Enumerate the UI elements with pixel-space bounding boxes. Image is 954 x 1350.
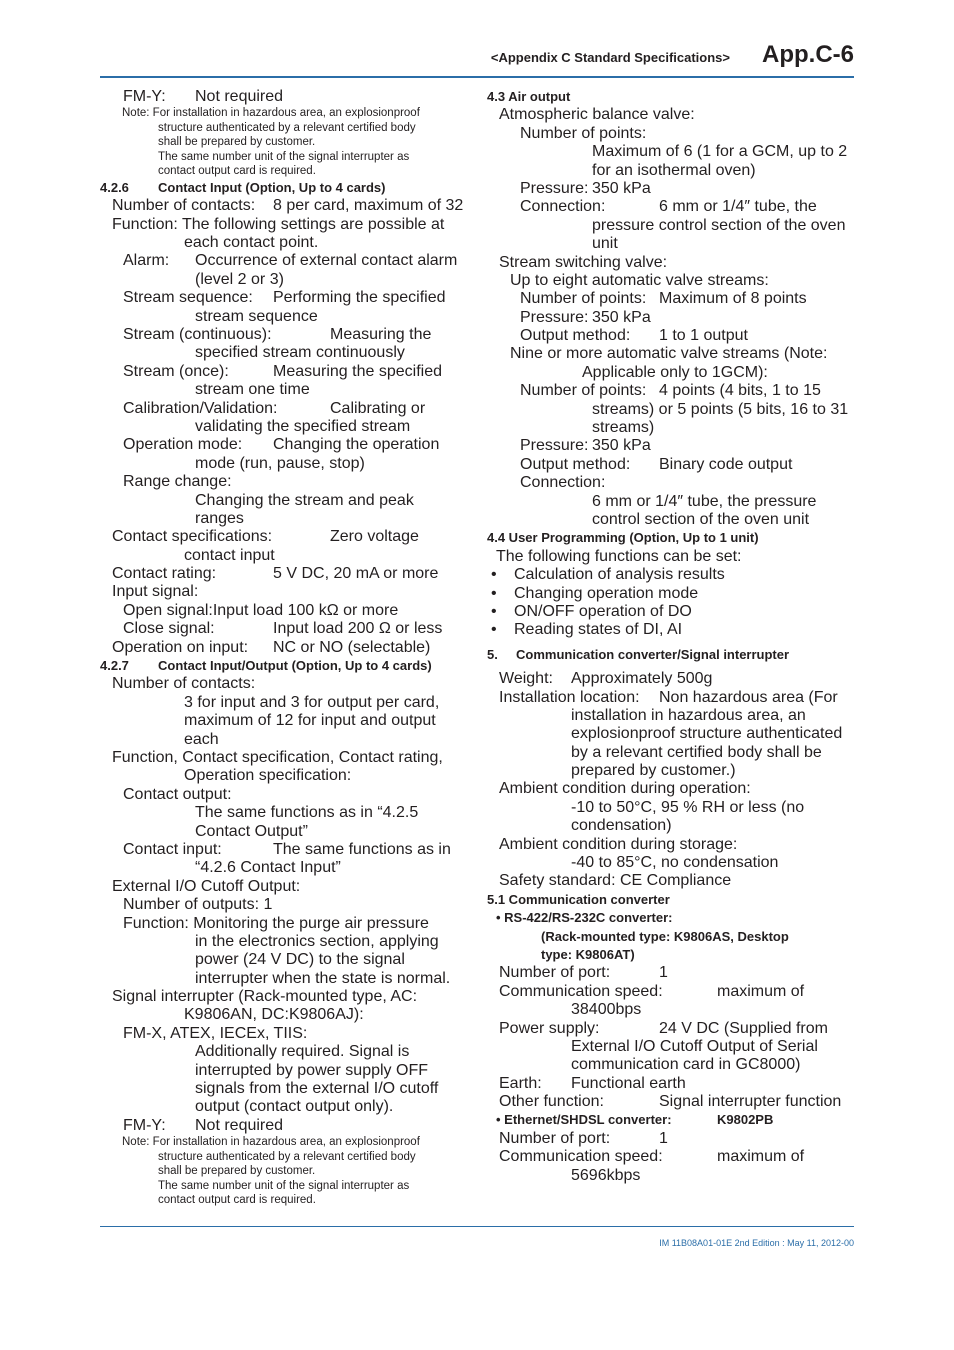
text-line bbox=[487, 585, 857, 603]
line-text: The same number unit of the signal interrupter as bbox=[158, 1179, 410, 1192]
note-line bbox=[100, 1179, 472, 1194]
line-text: shall be prepared by customer. bbox=[158, 136, 316, 149]
text-line bbox=[487, 1038, 857, 1056]
line-text: FM-Y: bbox=[123, 88, 166, 105]
line-value: Binary code output bbox=[659, 455, 793, 473]
line-text: Number of points: bbox=[520, 290, 647, 308]
line-text: 6 mm or 1/4″ tube, the pressure bbox=[592, 492, 817, 510]
text-line bbox=[100, 970, 472, 988]
line-text: “4.2.6 Contact Input” bbox=[195, 859, 341, 877]
text-line bbox=[100, 675, 472, 693]
note-line bbox=[100, 150, 472, 165]
text-line bbox=[100, 565, 472, 583]
text-line bbox=[487, 437, 857, 455]
line-value: K9802PB bbox=[717, 1112, 774, 1128]
text-line bbox=[487, 364, 857, 382]
line-text: External I/O Cutoff Output of Serial bbox=[571, 1037, 818, 1055]
text-line bbox=[487, 670, 857, 688]
line-text: Output method: bbox=[520, 455, 631, 473]
line-value: Not required bbox=[195, 1116, 284, 1134]
line-value: Reading states of DI, AI bbox=[514, 621, 683, 639]
line-text: Power supply: bbox=[499, 1019, 600, 1037]
line-text: maximum of 12 for input and output bbox=[184, 712, 436, 730]
text-line bbox=[487, 401, 857, 419]
text-line bbox=[487, 548, 857, 566]
note-line bbox=[100, 164, 472, 179]
line-text: Pressure: bbox=[520, 437, 589, 455]
text-line bbox=[100, 88, 472, 106]
text-line bbox=[487, 474, 857, 492]
line-text: The following functions can be set: bbox=[496, 547, 742, 565]
line-text: output (contact output only). bbox=[195, 1098, 394, 1116]
line-text: (level 2 or 3) bbox=[195, 270, 284, 288]
section-heading bbox=[100, 179, 472, 197]
text-line bbox=[100, 878, 472, 896]
line-text: Alarm: bbox=[123, 252, 170, 270]
line-text: 5. bbox=[487, 646, 498, 662]
text-line bbox=[487, 1167, 857, 1185]
line-text: control section of the oven unit bbox=[592, 510, 810, 528]
text-line bbox=[100, 197, 472, 215]
line-value: Input load 200 Ω or less bbox=[273, 620, 443, 638]
line-text: Function: The following settings are possible at bbox=[112, 215, 445, 233]
line-text: Number of points: bbox=[520, 124, 647, 142]
text-line bbox=[487, 909, 857, 927]
line-text: 4.3 Air output bbox=[487, 89, 571, 104]
text-line bbox=[100, 620, 472, 638]
page-footer bbox=[100, 1226, 854, 1248]
line-text: Note: For installation in hazardous area, an explosionproof bbox=[122, 107, 420, 120]
line-text: Pressure: bbox=[520, 308, 589, 326]
text-line bbox=[487, 1056, 857, 1074]
text-line bbox=[100, 951, 472, 969]
text-line bbox=[100, 988, 472, 1006]
line-text: pressure control section of the oven bbox=[592, 216, 846, 234]
note-line bbox=[100, 106, 472, 121]
line-text: explosionproof structure authenticated bbox=[571, 725, 843, 743]
note-line bbox=[100, 121, 472, 136]
text-line bbox=[100, 1117, 472, 1135]
line-text: shall be prepared by customer. bbox=[158, 1165, 316, 1178]
line-text: Number of port: bbox=[499, 1129, 611, 1147]
line-text: External I/O Cutoff Output: bbox=[112, 877, 301, 895]
note-line bbox=[100, 1164, 472, 1179]
text-line bbox=[487, 603, 857, 621]
line-text: communication card in GC8000) bbox=[571, 1056, 801, 1074]
section-heading bbox=[487, 88, 857, 106]
text-line bbox=[487, 762, 857, 780]
text-line bbox=[487, 235, 857, 253]
text-line bbox=[487, 689, 857, 707]
text-line bbox=[487, 345, 857, 363]
text-line bbox=[100, 1098, 472, 1116]
text-line bbox=[100, 528, 472, 546]
text-line bbox=[100, 418, 472, 436]
left-column bbox=[100, 88, 472, 1208]
line-text: Stream sequence: bbox=[123, 289, 253, 307]
text-line bbox=[100, 1006, 472, 1024]
line-text: each bbox=[184, 730, 219, 748]
line-text: Maximum of 6 (1 for a GCM, up to 2 bbox=[592, 143, 848, 161]
text-line bbox=[100, 492, 472, 510]
line-value: Approximately 500g bbox=[571, 670, 713, 688]
line-value: 4 points (4 bits, 1 to 15 bbox=[659, 382, 821, 400]
line-text: 38400bps bbox=[571, 1001, 642, 1019]
line-text: Connection: bbox=[520, 198, 606, 216]
text-line bbox=[100, 933, 472, 951]
line-text: Operation specification: bbox=[184, 767, 352, 785]
section-title: <Appendix C Standard Specifications> bbox=[490, 50, 730, 65]
text-line bbox=[487, 983, 857, 1001]
line-value: Not required bbox=[195, 88, 284, 105]
line-value: Contact Input (Option, Up to 4 cards) bbox=[158, 179, 386, 195]
line-text: Note: For installation in hazardous area, an explosionproof bbox=[122, 1136, 420, 1149]
line-text: Additionally required. Signal is bbox=[195, 1043, 410, 1061]
line-text: Close signal: bbox=[123, 620, 215, 638]
line-value: 350 kPa bbox=[592, 179, 651, 197]
text-line bbox=[487, 854, 857, 872]
line-text: • RS-422/RS-232C converter: bbox=[496, 910, 673, 926]
text-line bbox=[487, 566, 857, 584]
text-line bbox=[100, 1062, 472, 1080]
line-text: Number of contacts: bbox=[112, 197, 256, 215]
text-line bbox=[487, 382, 857, 400]
line-text: Open signal:Input load 100 kΩ or more bbox=[123, 601, 399, 619]
text-line bbox=[487, 162, 857, 180]
line-value: NC or NO (selectable) bbox=[273, 638, 431, 656]
text-line bbox=[487, 419, 857, 437]
line-text: Stream (once): bbox=[123, 362, 229, 380]
line-text: interrupted by power supply OFF bbox=[195, 1061, 428, 1079]
section-heading bbox=[100, 657, 472, 675]
line-text: Safety standard: CE Compliance bbox=[499, 872, 732, 890]
line-text: validating the specified stream bbox=[195, 417, 411, 435]
text-line bbox=[100, 400, 472, 418]
line-text: Number of port: bbox=[499, 964, 611, 982]
text-line bbox=[487, 1130, 857, 1148]
text-line bbox=[487, 106, 857, 124]
section-heading bbox=[487, 646, 857, 664]
line-text: Applicable only to 1GCM): bbox=[582, 363, 768, 381]
text-line bbox=[100, 547, 472, 565]
line-value: Occurrence of external contact alarm bbox=[195, 252, 458, 270]
line-value: Changing operation mode bbox=[514, 584, 699, 602]
text-line bbox=[100, 859, 472, 877]
text-line bbox=[100, 234, 472, 252]
text-line bbox=[100, 252, 472, 270]
line-text: 5.1 Communication converter bbox=[487, 891, 670, 907]
line-text: stream one time bbox=[195, 381, 310, 399]
text-line bbox=[487, 799, 857, 817]
note-line bbox=[100, 1193, 472, 1208]
line-text: Function: Monitoring the purge air pressure bbox=[123, 914, 429, 932]
line-text: structure authenticated by a relevant certified body bbox=[158, 1150, 416, 1163]
text-line bbox=[100, 510, 472, 528]
text-line bbox=[100, 308, 472, 326]
line-text: each contact point. bbox=[184, 234, 319, 252]
line-value: Functional earth bbox=[571, 1074, 686, 1092]
line-text: specified stream continuously bbox=[195, 344, 405, 362]
line-text: Contact output: bbox=[123, 785, 232, 803]
line-text: Input signal: bbox=[112, 583, 199, 601]
line-value: Calculation of analysis results bbox=[514, 566, 725, 584]
text-line bbox=[487, 198, 857, 216]
text-line bbox=[100, 381, 472, 399]
line-text: by a relevant certified body shall be bbox=[571, 743, 822, 761]
line-text: Contact rating: bbox=[112, 565, 217, 583]
line-text: • Ethernet/SHDSL converter: bbox=[496, 1112, 672, 1128]
line-value: 1 bbox=[659, 964, 668, 982]
line-text: Ambient condition during storage: bbox=[499, 835, 738, 853]
text-line bbox=[100, 823, 472, 841]
line-text: Atmospheric balance valve: bbox=[499, 106, 695, 124]
text-line bbox=[100, 767, 472, 785]
line-text: The same functions as in “4.2.5 bbox=[195, 804, 419, 822]
text-line bbox=[487, 143, 857, 161]
text-line bbox=[100, 455, 472, 473]
text-line bbox=[100, 344, 472, 362]
line-text: Installation location: bbox=[499, 688, 640, 706]
line-text: Stream switching valve: bbox=[499, 253, 668, 271]
text-line bbox=[487, 1093, 857, 1111]
right-column bbox=[487, 88, 857, 1185]
line-text: contact input bbox=[184, 546, 275, 564]
line-text: K9806AN, DC:K9806AJ): bbox=[184, 1006, 364, 1024]
text-line bbox=[100, 712, 472, 730]
line-text: 4.4 User Programming (Option, Up to 1 unit) bbox=[487, 530, 759, 546]
text-line bbox=[487, 125, 857, 143]
text-line bbox=[100, 786, 472, 804]
line-value: 1 to 1 output bbox=[659, 327, 748, 345]
line-text: interrupter when the state is normal. bbox=[195, 969, 451, 987]
line-value: 8 per card, maximum of 32 bbox=[273, 197, 464, 215]
line-text: signals from the external I/O cutoff bbox=[195, 1080, 439, 1098]
line-text: in the electronics section, applying bbox=[195, 932, 439, 950]
line-text: contact output card is required. bbox=[158, 165, 316, 178]
line-text: Operation mode: bbox=[123, 436, 243, 454]
text-line bbox=[100, 915, 472, 933]
line-text: Output method: bbox=[520, 327, 631, 345]
line-text: for an isothermal oven) bbox=[592, 161, 756, 179]
line-text: FM-X, ATEX, IECEx, TIIS: bbox=[123, 1024, 308, 1042]
line-text: Range change: bbox=[123, 473, 232, 491]
line-text: streams) or 5 points (5 bits, 16 to 31 bbox=[592, 400, 849, 418]
line-value: The same functions as in bbox=[273, 840, 451, 858]
page-number: App.C-6 bbox=[762, 41, 854, 68]
line-text: Function, Contact specification, Contact rating, bbox=[112, 749, 443, 766]
line-value: ON/OFF operation of DO bbox=[514, 602, 692, 620]
line-text: structure authenticated by a relevant certified body bbox=[158, 121, 416, 134]
line-text: 3 for input and 3 for output per card, bbox=[184, 693, 440, 711]
line-text: • bbox=[491, 584, 497, 602]
line-text: Earth: bbox=[499, 1074, 542, 1092]
text-line bbox=[487, 511, 857, 529]
text-line bbox=[487, 621, 857, 639]
line-value: Changing the operation bbox=[273, 436, 440, 454]
text-line bbox=[100, 1080, 472, 1098]
line-value: 350 kPa bbox=[592, 437, 651, 455]
line-text: type: K9806AT) bbox=[541, 946, 635, 962]
text-line bbox=[100, 216, 472, 234]
text-line bbox=[100, 1043, 472, 1061]
text-line bbox=[100, 326, 472, 344]
line-text: Other function: bbox=[499, 1093, 604, 1111]
text-line bbox=[100, 896, 472, 914]
text-line bbox=[487, 309, 857, 327]
line-text: The same number unit of the signal interrupter as bbox=[158, 150, 410, 163]
line-text: Number of outputs: 1 bbox=[123, 896, 273, 914]
text-line bbox=[100, 363, 472, 381]
line-text: Contact input: bbox=[123, 840, 222, 858]
line-text: (Rack-mounted type: K9806AS, Desktop bbox=[541, 928, 789, 944]
line-text: contact output card is required. bbox=[158, 1194, 316, 1207]
note-line bbox=[100, 1150, 472, 1165]
line-text: Contact specifications: bbox=[112, 528, 273, 546]
text-line bbox=[100, 841, 472, 859]
note-line bbox=[100, 135, 472, 150]
line-text: Connection: bbox=[520, 474, 606, 492]
line-text: 5696kbps bbox=[571, 1166, 641, 1184]
line-text: Communication speed: bbox=[499, 982, 663, 1000]
line-text: Communication speed: bbox=[499, 1148, 663, 1166]
line-text: Stream (continuous): bbox=[123, 326, 272, 344]
line-value: 6 mm or 1/4″ tube, the bbox=[659, 198, 817, 216]
text-line bbox=[100, 749, 472, 767]
text-line bbox=[487, 1020, 857, 1038]
line-text: Operation on input: bbox=[112, 638, 249, 656]
line-text: Contact Output” bbox=[195, 822, 308, 840]
line-text: unit bbox=[592, 235, 618, 253]
line-text: installation in hazardous area, an bbox=[571, 706, 806, 724]
line-text: mode (run, pause, stop) bbox=[195, 454, 365, 472]
text-line bbox=[487, 254, 857, 272]
text-line bbox=[100, 436, 472, 454]
text-line bbox=[487, 725, 857, 743]
line-text: ranges bbox=[195, 509, 244, 527]
line-text: • bbox=[491, 621, 497, 639]
line-value: Maximum of 8 points bbox=[659, 290, 807, 308]
text-line bbox=[487, 290, 857, 308]
text-line bbox=[487, 744, 857, 762]
text-line bbox=[487, 327, 857, 345]
text-line bbox=[487, 180, 857, 198]
line-value: Measuring the bbox=[330, 326, 432, 344]
note-line bbox=[100, 1135, 472, 1150]
line-value: Zero voltage bbox=[330, 528, 419, 546]
line-text: stream sequence bbox=[195, 307, 318, 325]
line-text: Calibration/Validation: bbox=[123, 399, 278, 417]
text-line bbox=[100, 694, 472, 712]
text-line bbox=[487, 780, 857, 798]
text-line bbox=[487, 817, 857, 835]
line-text: Ambient condition during operation: bbox=[499, 780, 751, 798]
line-text: Pressure: bbox=[520, 179, 589, 197]
line-value: Measuring the specified bbox=[273, 362, 442, 380]
text-line bbox=[100, 583, 472, 601]
text-line bbox=[100, 731, 472, 749]
line-value: maximum of bbox=[717, 982, 805, 1000]
text-line bbox=[487, 456, 857, 474]
doc-id: IM 11B08A01-01E 2nd Edition : May 11, 2012-00 bbox=[659, 1238, 854, 1248]
line-value: Non hazardous area (For bbox=[659, 688, 838, 706]
text-line bbox=[487, 872, 857, 890]
line-value: Communication converter/Signal interrupter bbox=[516, 646, 790, 662]
line-text: 4.2.6 bbox=[100, 179, 129, 195]
line-value: 24 V DC (Supplied from bbox=[659, 1019, 828, 1037]
line-text: streams) bbox=[592, 419, 655, 437]
text-line bbox=[487, 1075, 857, 1093]
text-line bbox=[100, 1025, 472, 1043]
text-line bbox=[487, 928, 857, 946]
line-text: condensation) bbox=[571, 817, 672, 835]
line-text: FM-Y: bbox=[123, 1116, 166, 1134]
line-value: 350 kPa bbox=[592, 308, 651, 326]
line-text: Number of points: bbox=[520, 382, 647, 400]
line-text: power (24 V DC) to the signal bbox=[195, 951, 405, 969]
line-text: Signal interrupter (Rack-mounted type, AC: bbox=[112, 988, 418, 1006]
text-line bbox=[100, 804, 472, 822]
line-value: Calibrating or bbox=[330, 399, 426, 417]
section-heading bbox=[487, 529, 857, 547]
line-text: Up to eight automatic valve streams: bbox=[510, 271, 769, 289]
text-line bbox=[100, 473, 472, 491]
line-value: Performing the specified bbox=[273, 289, 446, 307]
text-line bbox=[487, 493, 857, 511]
line-text: • bbox=[491, 602, 497, 620]
text-line bbox=[487, 1148, 857, 1166]
section-heading bbox=[487, 891, 857, 909]
line-text: • bbox=[491, 566, 497, 584]
line-text: 4.2.7 bbox=[100, 658, 129, 674]
line-value: 1 bbox=[659, 1129, 668, 1147]
page-header bbox=[100, 42, 854, 78]
text-line bbox=[487, 272, 857, 290]
text-line bbox=[487, 707, 857, 725]
line-text: Changing the stream and peak bbox=[195, 491, 414, 509]
text-line bbox=[100, 639, 472, 657]
text-line bbox=[487, 1001, 857, 1019]
text-line bbox=[487, 836, 857, 854]
line-text: prepared by customer.) bbox=[571, 762, 736, 780]
line-text: -40 to 85°C, no condensation bbox=[571, 854, 779, 872]
line-value: maximum of bbox=[717, 1148, 805, 1166]
text-line bbox=[487, 946, 857, 964]
text-line bbox=[100, 289, 472, 307]
line-value: Signal interrupter function bbox=[659, 1093, 842, 1111]
line-text: Weight: bbox=[499, 670, 553, 688]
line-text: -10 to 50°C, 95 % RH or less (no bbox=[571, 798, 805, 816]
text-line bbox=[100, 602, 472, 620]
line-value: Contact Input/Output (Option, Up to 4 cards) bbox=[158, 658, 432, 674]
line-text: Nine or more automatic valve streams (Note: bbox=[510, 345, 828, 363]
line-value: 5 V DC, 20 mA or more bbox=[273, 565, 439, 583]
line-text: Number of contacts: bbox=[112, 675, 256, 693]
text-line bbox=[487, 1111, 857, 1129]
text-line bbox=[100, 271, 472, 289]
text-line bbox=[487, 964, 857, 982]
text-line bbox=[487, 217, 857, 235]
